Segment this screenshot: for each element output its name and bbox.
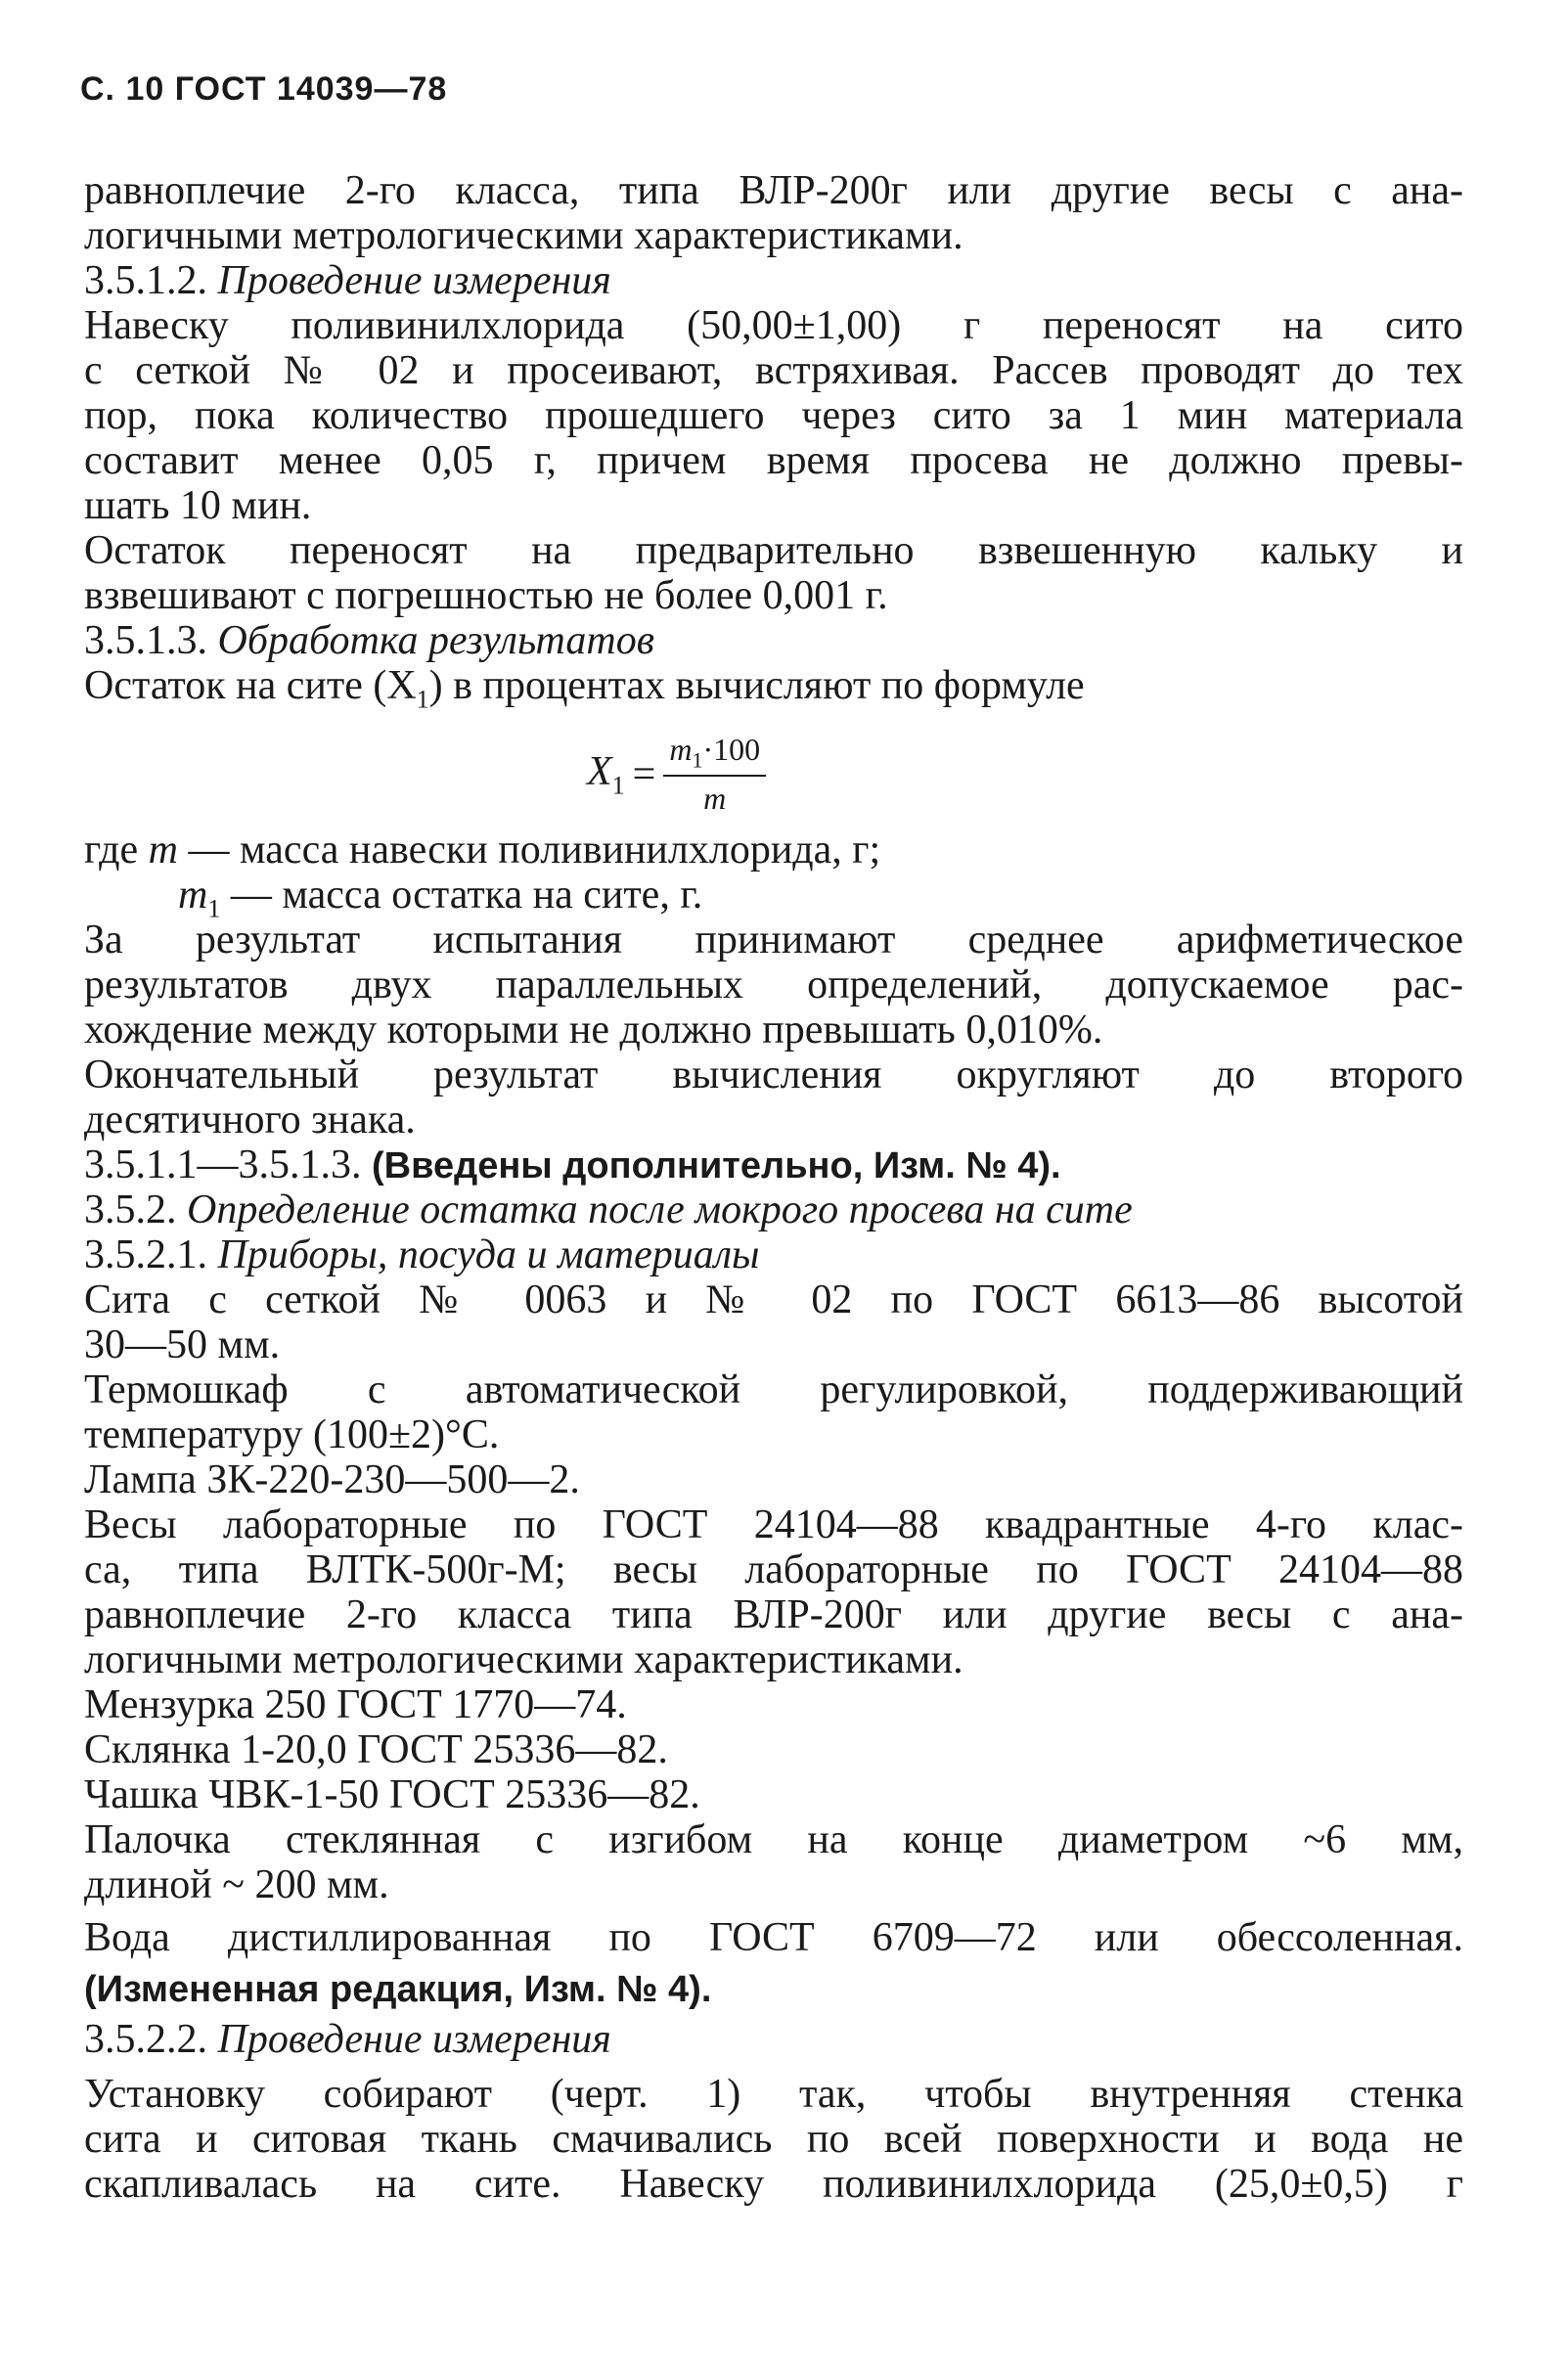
text-line: Лампа ЗК-220-230—500—2. (84, 1457, 580, 1502)
text-line: хождение между которыми не должно превышать 0,010%. (84, 1007, 1103, 1052)
text-line: За результат испытания принимают среднее арифметическое (84, 918, 1463, 963)
section-title: Обработка результатов (217, 618, 654, 663)
section-number: 3.5.2.2. (84, 2017, 207, 2062)
text-line: составит менее 0,05 г, причем время просева не должно превы- (84, 438, 1463, 483)
text-line: результатов двух параллельных определений, допускаемое рас- (84, 963, 1463, 1007)
text-line: равноплечие 2-го класса, типа ВЛР-200г или другие весы с ана- (84, 168, 1463, 213)
text-line: 30—50 мм. (84, 1322, 281, 1367)
text-line: са, типа ВЛТК-500г-М; весы лабораторные по ГОСТ 24104—88 (84, 1547, 1463, 1592)
text-line: Окончательный результат вычисления округляют до второго (84, 1052, 1463, 1097)
text-line: десятичного знака. (84, 1097, 416, 1142)
text-line: длиной ~ 200 мм. (84, 1862, 389, 1907)
formula-lhs: $X_1$ (587, 749, 625, 800)
text-line: Остаток переносят на предварительно взвешенную кальку и (84, 528, 1463, 573)
section-heading (84, 1232, 1463, 1277)
text-line: Весы лабораторные по ГОСТ 24104—88 квадрантные 4-го клас- (84, 1502, 1463, 1547)
section-number: 3.5.2.1. (84, 1232, 207, 1277)
formula-numerator: $m_1\cdot 100$ (663, 732, 766, 777)
section-title: Приборы, посуда и материалы (217, 1232, 760, 1277)
text-line: взвешивают с погрешностью не более 0,001 г. (84, 573, 888, 618)
section-number: 3.5.2. (84, 1187, 177, 1232)
text-line: скапливалась на сите. Навеску поливинилхлорида (25,0±0,5) г (84, 2162, 1463, 2207)
amendment-note: (Измененная редакция, Изм. № 4). (84, 1969, 712, 2010)
text-line: Вода дистиллированная по ГОСТ 6709—72 или обессоленная. (84, 1915, 1463, 1960)
section-heading (84, 2017, 1463, 2062)
section-title: Определение остатка после мокрого просева на сите (187, 1187, 1133, 1232)
formula (587, 732, 766, 817)
section-title: Проведение измерения (217, 258, 611, 303)
page-header: С. 10 ГОСТ 14039—78 (80, 70, 448, 108)
text-line: Сита с сеткой № 0063 и № 02 по ГОСТ 6613—86 высотой (84, 1277, 1463, 1322)
formula-denominator: m (703, 781, 727, 817)
text-line: Установку собирают (черт. 1) так, чтобы внутренняя стенка (84, 2072, 1463, 2117)
text-line: температуру (100±2)°С. (84, 1412, 500, 1457)
section-heading (84, 618, 1463, 663)
text-line: логичными метрологическими характеристиками. (84, 1637, 963, 1682)
section-title: Проведение измерения (217, 2017, 611, 2062)
text-line: логичными метрологическими характеристиками. (84, 213, 963, 258)
text-line: с сеткой № 02 и просеивают, встряхивая. Рассев проводят до тех (84, 348, 1463, 393)
text-line: Палочка стеклянная с изгибом на конце диаметром ~6 мм, (84, 1817, 1463, 1862)
text-line: равноплечие 2-го класса типа ВЛР-200г или другие весы с ана- (84, 1592, 1463, 1637)
text-line: шать 10 мин. (84, 483, 312, 528)
section-heading (84, 258, 1463, 303)
section-number: 3.5.1.2. (84, 258, 207, 303)
text-line: сита и ситовая ткань смачивались по всей поверхности и вода не (84, 2117, 1463, 2162)
legend-line: где m — масса навески поливинилхлорида, г; (84, 828, 881, 873)
text-line: Мензурка 250 ГОСТ 1770—74. (84, 1682, 627, 1727)
section-heading (84, 1187, 1463, 1232)
text-line: Термошкаф с автоматической регулировкой, поддерживающий (84, 1367, 1463, 1412)
legend-line: $m_1$ — масса остатка на сите, г. (178, 873, 703, 923)
formula-fraction (663, 732, 766, 817)
text-line: Остаток на сите $(X_1)$ в процентах вычисляют по формуле (84, 663, 1085, 714)
text-line: Навеску поливинилхлорида (50,00±1,00) г переносят на сито (84, 303, 1463, 348)
text-line: пор, пока количество прошедшего через сито за 1 мин материала (84, 393, 1463, 438)
text-line: Чашка ЧВК-1-50 ГОСТ 25336—82. (84, 1772, 700, 1817)
section-number: 3.5.1.3. (84, 618, 207, 663)
amendment-note: 3.5.1.1—3.5.1.3. (Введены дополнительно, Изм. № 4). (84, 1142, 1061, 1187)
formula-equals: = (632, 751, 656, 797)
text-line: Склянка 1-20,0 ГОСТ 25336—82. (84, 1727, 668, 1772)
